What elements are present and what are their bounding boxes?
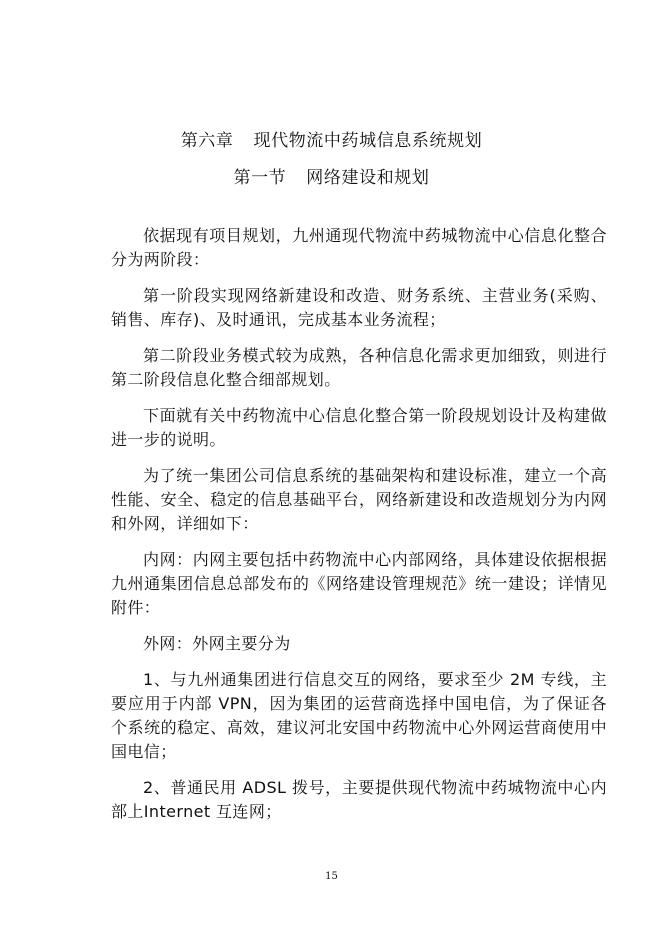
paragraph: 第二阶段业务模式较为成熟，各种信息化需求更加细致，则进行第二阶段信息化整合细部规划。 xyxy=(111,346,607,389)
paragraph: 外网：外网主要分为 xyxy=(143,634,291,653)
chapter-title xyxy=(0,126,663,151)
section-number: 第一节 xyxy=(233,168,287,188)
chapter-name: 现代物流中药城信息系统规划 xyxy=(253,131,483,151)
paragraph: 下面就有关中药物流中心信息化整合第一阶段规划设计及构建做进一步的说明。 xyxy=(111,406,607,449)
section-name: 网络建设和规划 xyxy=(306,168,430,188)
paragraph: 第一阶段实现网络新建设和改造、财务系统、主营业务(采购、销售、库存)、及时通讯，完成基本业务流程； xyxy=(111,286,607,329)
paragraph: 为了统一集团公司信息系统的基础架构和建设标准，建立一个高性能、安全、稳定的信息基础平台，网络新建设和改造规划分为内网和外网，详细如下： xyxy=(111,466,607,533)
page-number: 15 xyxy=(325,871,338,882)
paragraph: 2、普通民用 ADSL 拨号，主要提供现代物流中药城物流中心内部上Internet 互连网； xyxy=(111,778,607,821)
paragraph: 内网：内网主要包括中药物流中心内部网络，具体建设依据根据九州通集团信息总部发布的《网络建设管理规范》统一建设；详情见附件： xyxy=(111,550,607,617)
body-text xyxy=(111,224,607,836)
section-title xyxy=(0,163,663,188)
chapter-number: 第六章 xyxy=(180,131,234,151)
paragraph: 1、与九州通集团进行信息交互的网络，要求至少 2M 专线，主要应用于内部 VPN，因为集团的运营商选择中国电信，为了保证各个系统的稳定、高效，建议河北安国中药物流中心外网运营商使用中国电信； xyxy=(111,670,607,761)
paragraph: 依据现有项目规划，九州通现代物流中药城物流中心信息化整合分为两阶段： xyxy=(111,226,607,269)
